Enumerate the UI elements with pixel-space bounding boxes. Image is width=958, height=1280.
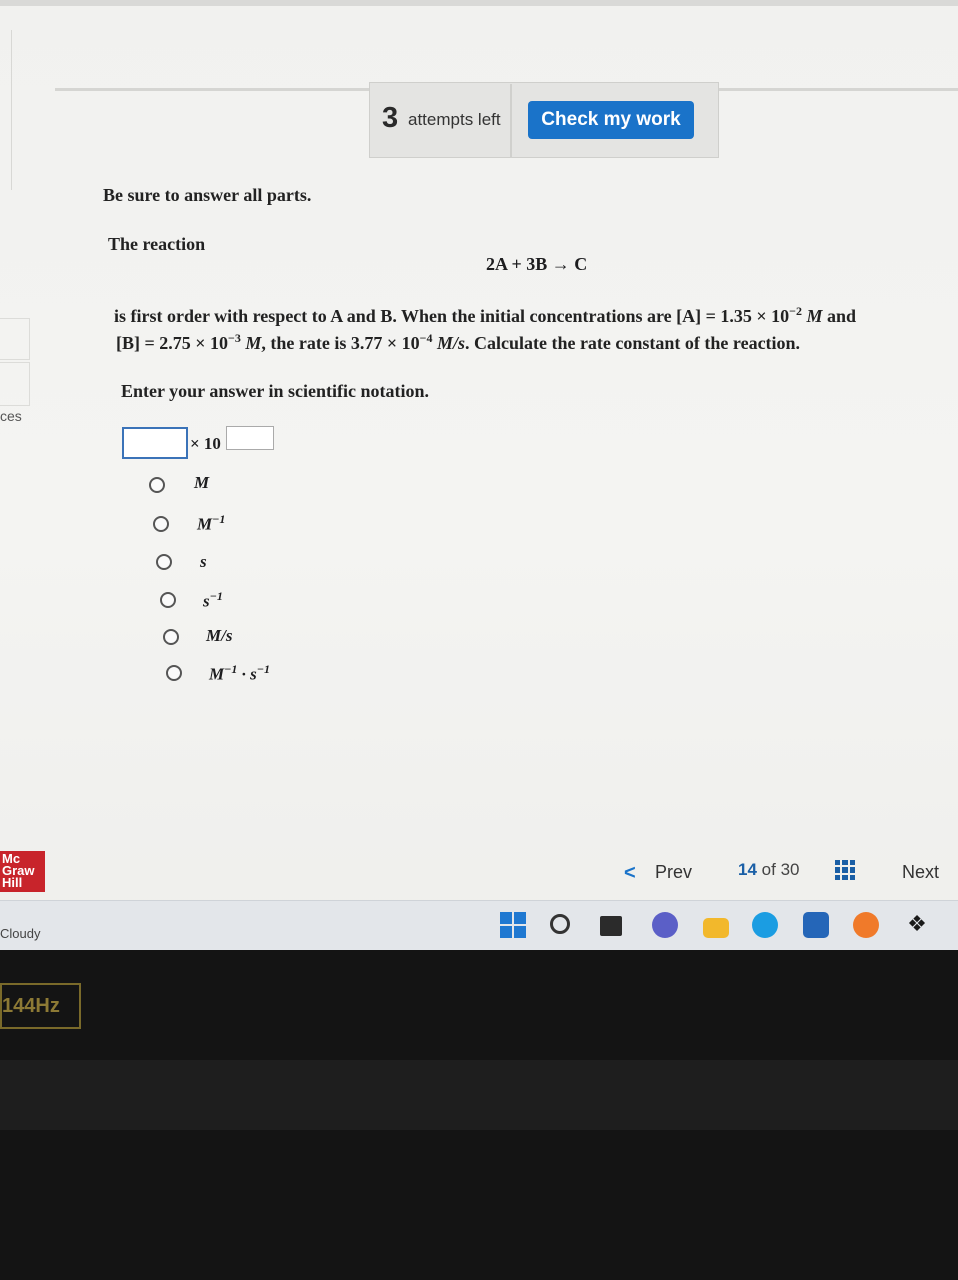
instruction-text: Be sure to answer all parts.: [103, 185, 312, 205]
exponent-input[interactable]: [226, 426, 274, 450]
logo-line-2: Graw: [2, 863, 35, 878]
line2-exponent-2: −4: [419, 331, 433, 345]
unit-option-label-2: · s: [237, 664, 257, 684]
logo-line-3: Hill: [2, 875, 23, 890]
unit-option-label: s: [203, 591, 210, 611]
refresh-rate-badge: 144Hz: [0, 983, 81, 1029]
unit-radio-m[interactable]: [149, 477, 165, 493]
prev-button[interactable]: Prev: [655, 862, 693, 882]
next-button[interactable]: Next: [902, 862, 940, 882]
grid-icon[interactable]: [835, 860, 855, 880]
mcgraw-hill-logo: [0, 851, 45, 892]
line1-text: is first order with respect to A and B. When the initial concentrations are [A] = 1.35 × 10: [114, 306, 790, 326]
unit-radio-m-per-s[interactable]: [163, 629, 179, 645]
reaction-equation: 2A + 3B → C: [486, 254, 588, 274]
unit-option-label: M: [194, 473, 210, 492]
left-panel-edge: [0, 30, 12, 190]
unit-option-label: M/s: [206, 626, 233, 645]
line1-tail: and: [822, 306, 857, 326]
line2-text: [B] = 2.75 × 10: [116, 333, 229, 353]
windows-start-icon[interactable]: [500, 912, 526, 938]
chevron-left-icon[interactable]: <: [624, 862, 636, 884]
side-tab-2[interactable]: [0, 362, 30, 406]
top-bar: [0, 0, 958, 6]
file-explorer-icon[interactable]: [703, 918, 729, 938]
logo-line-1: Mc: [2, 851, 21, 866]
scientific-notation-prompt: Enter your answer in scientific notation.: [121, 381, 430, 401]
unit-option-exponent: −1: [224, 662, 238, 676]
unit-option-s-inverse[interactable]: [203, 589, 223, 612]
question-line-1: [114, 304, 856, 327]
line2-text-b: , the rate is 3.77 × 10: [261, 333, 420, 353]
unit-option-m[interactable]: [194, 473, 209, 493]
chat-icon[interactable]: [652, 912, 678, 938]
dropbox-icon[interactable]: ❖: [907, 912, 927, 937]
line1-unit: M: [806, 306, 823, 326]
unit-option-label: M: [197, 514, 213, 534]
unit-radio-s[interactable]: [156, 554, 172, 570]
times-ten-label: × 10: [190, 434, 221, 453]
unit-option-exponent: −1: [209, 589, 223, 603]
attempts-count: 3: [382, 102, 399, 134]
line2-exponent: −3: [228, 331, 241, 345]
unit-option-m-inverse-s-inverse[interactable]: [209, 662, 270, 685]
unit-option-exponent: −1: [212, 512, 226, 526]
monitor-bezel-band: [0, 1060, 958, 1130]
check-my-work-button[interactable]: Check my work: [528, 101, 694, 139]
store-icon[interactable]: [803, 912, 829, 938]
line2-unit-2: M/s: [436, 333, 465, 353]
unit-option-label: M: [209, 664, 225, 684]
line1-exponent: −2: [789, 304, 802, 318]
mantissa-input[interactable]: [122, 427, 188, 459]
attempts-label: attempts left: [408, 110, 501, 129]
unit-radio-m-inverse[interactable]: [153, 516, 169, 532]
page-of: of: [761, 860, 776, 879]
page-counter[interactable]: [738, 860, 800, 880]
edge-browser-icon[interactable]: [752, 912, 778, 938]
unit-option-m-inverse[interactable]: [197, 512, 225, 535]
unit-option-s[interactable]: [200, 552, 207, 572]
unit-option-exponent-2: −1: [256, 662, 271, 676]
weather-widget[interactable]: Cloudy: [0, 926, 41, 941]
search-icon[interactable]: [550, 914, 570, 934]
unit-option-label: s: [200, 552, 207, 571]
unit-radio-s-inverse[interactable]: [160, 592, 176, 608]
attempts-divider: [510, 84, 512, 158]
page-current: 14: [738, 860, 757, 879]
task-view-icon[interactable]: [600, 916, 622, 936]
page-total: 30: [780, 860, 800, 879]
side-tab-1[interactable]: [0, 318, 30, 360]
side-resources-label[interactable]: ces: [0, 408, 22, 424]
line2-tail: . Calculate the rate constant of the reaction.: [464, 333, 801, 353]
question-intro: The reaction: [108, 234, 206, 254]
question-line-2: [116, 331, 800, 354]
unit-option-m-per-s[interactable]: [206, 626, 232, 646]
firefox-icon[interactable]: [853, 912, 879, 938]
unit-radio-m-inverse-s-inverse[interactable]: [166, 665, 182, 681]
line2-unit: M: [245, 333, 262, 353]
